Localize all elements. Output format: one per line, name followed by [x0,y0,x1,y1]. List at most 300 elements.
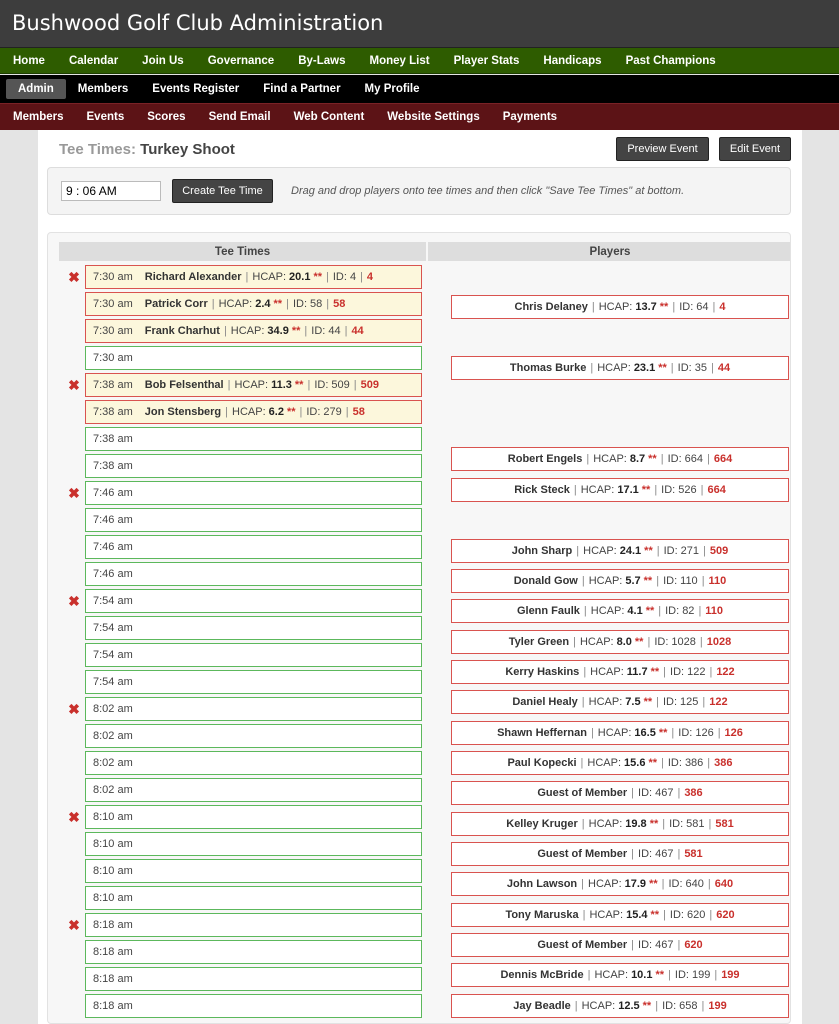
tee-time-slot[interactable] [85,697,422,721]
tee-time-label: 7:30 am [93,352,133,364]
separator: | [631,787,635,799]
player-id: 581 [686,818,705,830]
player-id: 386 [684,757,704,769]
hcap-stars: ** [649,818,659,830]
player-card[interactable] [451,781,789,805]
hcap-label: HCAP: [588,575,623,587]
player-id: 82 [682,605,695,617]
id-label: ID: [667,757,682,769]
tee-time-slot[interactable] [85,292,422,316]
hcap-value: 19.8 [625,818,647,830]
hcap-label: HCAP: [587,757,622,769]
player-id: 620 [686,909,706,921]
player-id: 658 [679,1000,698,1012]
player-id: 126 [695,727,714,739]
tee-time-slot[interactable] [85,562,422,586]
admin-nav-item-events[interactable]: Events [86,111,125,123]
tee-time-slot[interactable] [85,994,422,1018]
separator: | [353,379,357,391]
hcap-value: 15.4 [626,909,648,921]
separator: | [654,484,658,496]
admin-nav-item-payments[interactable]: Payments [502,111,558,123]
hcap-value: 16.5 [634,727,656,739]
separator: | [587,969,591,981]
admin-nav-item-website-settings[interactable]: Website Settings [387,111,480,123]
separator: | [581,696,585,708]
remove-icon[interactable]: ✖ [68,701,80,717]
separator: | [656,545,660,557]
tee-time-label: 8:10 am [93,811,133,823]
tee-time-slot[interactable] [85,427,422,451]
id-label: ID: [662,1000,677,1012]
hcap-stars: ** [643,696,653,708]
hcap-value: 2.4 [255,298,271,310]
player-card[interactable] [451,872,789,896]
separator: | [582,909,586,921]
hcap-label: HCAP: [594,969,629,981]
player-card[interactable] [451,295,789,319]
separator: | [662,818,666,830]
hcap-label: HCAP: [588,818,623,830]
tee-time-label: 7:54 am [93,676,133,688]
player-card[interactable] [451,539,789,563]
tee-time-label: 7:46 am [93,487,133,499]
group-number: 44 [717,362,731,374]
separator: | [698,605,702,617]
separator: | [583,666,587,678]
separator: | [707,757,711,769]
remove-icon[interactable]: ✖ [68,809,80,825]
instructions-text: Drag and drop players onto tee times and then click "Save Tee Times" at bottom. [291,185,685,197]
tee-time-slot[interactable] [85,508,422,532]
hcap-value: 34.9 [267,325,289,337]
player-id: 125 [680,696,699,708]
player-card[interactable] [451,751,789,775]
tee-time-slot[interactable] [85,535,422,559]
player-id: 509 [331,379,350,391]
id-label: ID: [670,666,685,678]
tee-time-toolbar [47,167,791,215]
id-label: ID: [311,325,326,337]
hcap-stars: ** [642,1000,652,1012]
separator: | [581,575,585,587]
tee-time-label: 8:10 am [93,838,133,850]
tee-time-label: 7:38 am [93,406,133,418]
player-name: Frank Charhut [144,325,220,337]
separator: | [701,575,705,587]
player-name: Glenn Faulk [516,605,580,617]
player-card[interactable] [451,812,789,836]
separator: | [660,453,664,465]
player-name: Daniel Healy [512,696,578,708]
player-name: Tony Maruska [505,909,579,921]
tee-time-slot[interactable] [85,616,422,640]
tee-time-slot[interactable] [85,724,422,748]
player-name: Shawn Heffernan [497,727,587,739]
hcap-label: HCAP: [232,406,266,418]
separator: | [581,818,585,830]
hcap-label: HCAP: [579,636,614,648]
player-card[interactable] [451,690,789,714]
tee-time-label: 8:10 am [93,865,133,877]
id-label: ID: [668,878,683,890]
separator: | [647,636,651,648]
player-name: Patrick Corr [144,298,208,310]
id-label: ID: [669,818,684,830]
player-name: Dennis McBride [500,969,584,981]
separator: | [223,325,227,337]
hcap-stars: ** [641,484,651,496]
separator: | [304,325,308,337]
hcap-stars: ** [643,575,653,587]
remove-icon[interactable]: ✖ [68,485,80,501]
separator: | [701,1000,705,1012]
player-card[interactable] [451,842,789,866]
hcap-label: HCAP: [218,298,253,310]
id-label: ID: [638,787,653,799]
tee-time-slot[interactable] [85,265,422,289]
tee-time-label: 7:30 am [93,271,133,283]
admin-nav-item-web-content[interactable]: Web Content [293,111,365,123]
tee-time-label: 8:18 am [93,946,133,958]
separator: | [709,909,713,921]
group-number: 664 [713,453,733,465]
separator: | [576,545,580,557]
hcap-label: HCAP: [589,909,624,921]
player-name: Rick Steck [514,484,570,496]
player-id: 467 [655,939,674,951]
tee-time-label: 8:18 am [93,1000,133,1012]
player-name: Jay Beadle [513,1000,571,1012]
separator: | [663,666,667,678]
hcap-stars: ** [649,878,658,890]
tee-sheet-panel [47,232,791,1024]
tee-time-label: 7:38 am [93,433,133,445]
separator: | [710,362,714,374]
tee-time-slot[interactable] [85,940,422,964]
player-id: 110 [680,575,698,587]
id-label: ID: [662,696,678,708]
id-label: ID: [674,969,689,981]
player-id: 526 [678,484,697,496]
hcap-value: 12.5 [618,1000,640,1012]
hcap-stars: ** [650,909,660,921]
group-number: 581 [684,848,703,860]
hcap-value: 15.6 [624,757,646,769]
tee-time-slot[interactable] [85,643,422,667]
hcap-value: 17.9 [624,878,647,890]
group-number: 581 [715,818,734,830]
hcap-stars: ** [655,969,665,981]
separator: | [670,362,674,374]
preview-event-button[interactable]: Preview Event [616,137,709,161]
id-label: ID: [306,406,321,418]
nav-item-governance[interactable]: Governance [207,54,275,67]
separator: | [661,757,664,769]
player-id: 1028 [671,636,696,648]
group-number: 509 [360,379,379,391]
group-number: 44 [351,325,364,337]
tee-time-label: 7:46 am [93,514,133,526]
hcap-stars: ** [644,545,653,557]
player-card[interactable] [451,963,789,987]
player-name: Donald Gow [513,575,578,587]
tee-time-slot[interactable] [85,751,422,775]
tee-time-slot[interactable] [85,967,422,991]
separator: | [344,325,348,337]
separator: | [655,1000,659,1012]
group-number: 620 [716,909,735,921]
tee-time-label: 8:02 am [93,757,133,769]
group-number: 199 [721,969,740,981]
user-nav-item-members[interactable]: Members [77,83,129,95]
remove-icon[interactable]: ✖ [68,917,80,933]
tee-time-slot[interactable] [85,481,422,505]
id-label: ID: [292,298,307,310]
separator: | [227,379,231,391]
tee-time-slot[interactable] [85,832,422,856]
separator: | [245,271,249,283]
tee-time-label: 8:18 am [93,973,133,985]
tee-time-label: 8:02 am [93,730,133,742]
player-name: John Sharp [511,545,573,557]
tee-time-slot[interactable] [85,589,422,613]
tee-time-slot[interactable] [85,778,422,802]
app-title: Bushwood Golf Club Administration [12,11,384,35]
separator: | [656,696,659,708]
nav-item-home[interactable]: Home [13,54,45,67]
tee-time-label: 8:18 am [93,919,133,931]
group-number: 620 [684,939,703,951]
hcap-label: HCAP: [580,484,615,496]
remove-icon[interactable]: ✖ [68,377,80,393]
group-number: 509 [709,545,729,557]
hcap-value: 7.5 [625,696,641,708]
separator: | [583,605,587,617]
user-nav [0,75,839,103]
separator: | [699,636,703,648]
tee-time-label: 8:02 am [93,703,133,715]
player-name: Kerry Haskins [505,666,580,678]
separator: | [580,757,584,769]
separator: | [307,379,311,391]
separator: | [717,727,721,739]
separator: | [326,298,330,310]
hcap-value: 13.7 [635,301,657,313]
id-label: ID: [663,575,678,587]
player-card[interactable] [451,599,789,623]
separator: | [714,969,718,981]
separator: | [590,727,594,739]
nav-item-join-us[interactable]: Join Us [142,54,184,67]
tee-time-label: 7:46 am [93,568,133,580]
separator: | [299,406,303,418]
separator: | [590,362,594,374]
tee-time-slot[interactable] [85,454,422,478]
player-id: 467 [655,787,674,799]
separator: | [661,878,665,890]
tee-time-label: 7:30 am [93,325,133,337]
remove-icon[interactable]: ✖ [68,593,80,609]
group-number: 4 [366,271,374,283]
hcap-label: HCAP: [581,1000,616,1012]
group-number: 122 [716,666,735,678]
player-card[interactable] [451,721,789,745]
admin-nav-item-scores[interactable]: Scores [147,111,186,123]
admin-nav-item-members[interactable]: Members [13,111,64,123]
separator: | [326,271,329,283]
player-id: 4 [349,271,357,283]
player-id: 271 [680,545,700,557]
player-name: Guest of Member [537,848,628,860]
player-name: Paul Kopecki [507,757,577,769]
user-nav-item-my-profile[interactable]: My Profile [364,83,420,95]
hcap-value: 6.2 [268,406,284,418]
user-nav-item-admin[interactable]: Admin [6,79,66,99]
hcap-stars: ** [659,301,669,313]
tee-time-slot[interactable] [85,886,422,910]
hcap-label: HCAP: [588,696,623,708]
id-label: ID: [661,484,676,496]
create-tee-time-button[interactable]: Create Tee Time [172,179,273,203]
player-name: John Lawson [506,878,578,890]
id-label: ID: [314,379,329,391]
separator: | [631,848,635,860]
tee-time-label: 8:10 am [93,892,133,904]
separator: | [702,696,706,708]
player-card[interactable] [451,569,789,593]
player-id: 640 [685,878,704,890]
group-number: 664 [707,484,726,496]
hcap-value: 20.1 [289,271,311,283]
user-nav-item-find-a-partner[interactable]: Find a Partner [263,83,341,95]
tee-time-label: 7:54 am [93,595,133,607]
nav-item-player-stats[interactable]: Player Stats [453,54,520,67]
hcap-label: HCAP: [593,453,627,465]
hcap-stars: ** [286,406,296,418]
player-name: Thomas Burke [509,362,587,374]
tee-time-slot[interactable] [85,373,422,397]
player-card[interactable] [451,933,789,957]
tee-time-slot[interactable] [85,346,422,370]
player-card[interactable] [451,630,789,654]
tee-time-label: 7:54 am [93,622,133,634]
player-name: Kelley Kruger [506,818,578,830]
hcap-stars: ** [658,362,667,374]
id-label: ID: [638,939,653,951]
separator: | [586,453,590,465]
player-name: Robert Engels [507,453,583,465]
player-card[interactable] [451,478,789,502]
separator: | [663,909,666,921]
player-card[interactable] [451,447,789,471]
id-label: ID: [679,301,694,313]
separator: | [658,605,662,617]
separator: | [703,545,706,557]
separator: | [712,301,716,313]
player-card[interactable] [451,994,789,1018]
player-name: Bob Felsenthal [144,379,224,391]
hcap-stars: ** [648,757,658,769]
tee-time-slot[interactable] [85,913,422,937]
hcap-stars: ** [291,325,301,337]
group-number: 110 [708,575,727,587]
player-card[interactable] [451,903,789,927]
player-id: 35 [694,362,707,374]
separator: | [677,939,681,951]
separator: | [225,406,229,418]
hcap-stars: ** [650,666,660,678]
tee-time-label: 7:54 am [93,649,133,661]
hcap-stars: ** [645,605,655,617]
hcap-value: 11.7 [626,666,648,678]
player-name: Chris Delaney [514,301,588,313]
id-label: ID: [678,727,693,739]
player-name: Guest of Member [537,787,628,799]
hcap-value: 24.1 [619,545,642,557]
separator: | [631,939,635,951]
hcap-label: HCAP: [590,666,624,678]
hcap-label: HCAP: [583,545,617,557]
tee-time-slot[interactable] [85,400,422,424]
separator: | [591,301,595,313]
page-title [59,141,235,158]
edit-event-button[interactable]: Edit Event [719,137,791,161]
hcap-value: 10.1 [631,969,653,981]
tee-time-slot[interactable] [85,670,422,694]
hcap-label: HCAP: [588,878,622,890]
id-label: ID: [332,271,347,283]
player-card[interactable] [451,356,789,380]
separator: | [574,1000,578,1012]
tee-time-label: 7:38 am [93,379,133,391]
player-id: 279 [323,406,342,418]
id-label: ID: [638,848,653,860]
hcap-label: HCAP: [252,271,287,283]
player-name: Jon Stensberg [144,406,222,418]
player-id: 467 [655,848,674,860]
nav-item-handicaps[interactable]: Handicaps [543,54,602,67]
user-nav-item-events-register[interactable]: Events Register [152,83,240,95]
player-name: Tyler Green [508,636,570,648]
player-name: Richard Alexander [144,271,242,283]
separator: | [709,666,713,678]
separator: | [581,878,585,890]
player-card[interactable] [451,660,789,684]
hcap-stars: ** [294,379,304,391]
admin-nav-item-send-email[interactable]: Send Email [208,111,271,123]
tee-time-label: 7:30 am [93,298,133,310]
tee-times-column-header: Tee Times [59,242,426,261]
tee-time-slot[interactable] [85,805,422,829]
id-label: ID: [677,362,692,374]
hcap-label: HCAP: [230,325,265,337]
group-number: 386 [714,757,733,769]
tee-time-input[interactable] [61,181,161,201]
nav-item-by-laws[interactable]: By-Laws [298,54,346,67]
nav-item-past-champions[interactable]: Past Champions [625,54,716,67]
separator: | [671,727,675,739]
admin-nav [0,103,839,130]
tee-time-slot[interactable] [85,319,422,343]
separator: | [708,818,712,830]
nav-item-calendar[interactable]: Calendar [68,54,119,67]
remove-icon[interactable]: ✖ [68,269,80,285]
tee-time-slot[interactable] [85,859,422,883]
separator: | [672,301,676,313]
nav-item-money-list[interactable]: Money List [369,54,430,67]
player-id: 664 [684,453,703,465]
